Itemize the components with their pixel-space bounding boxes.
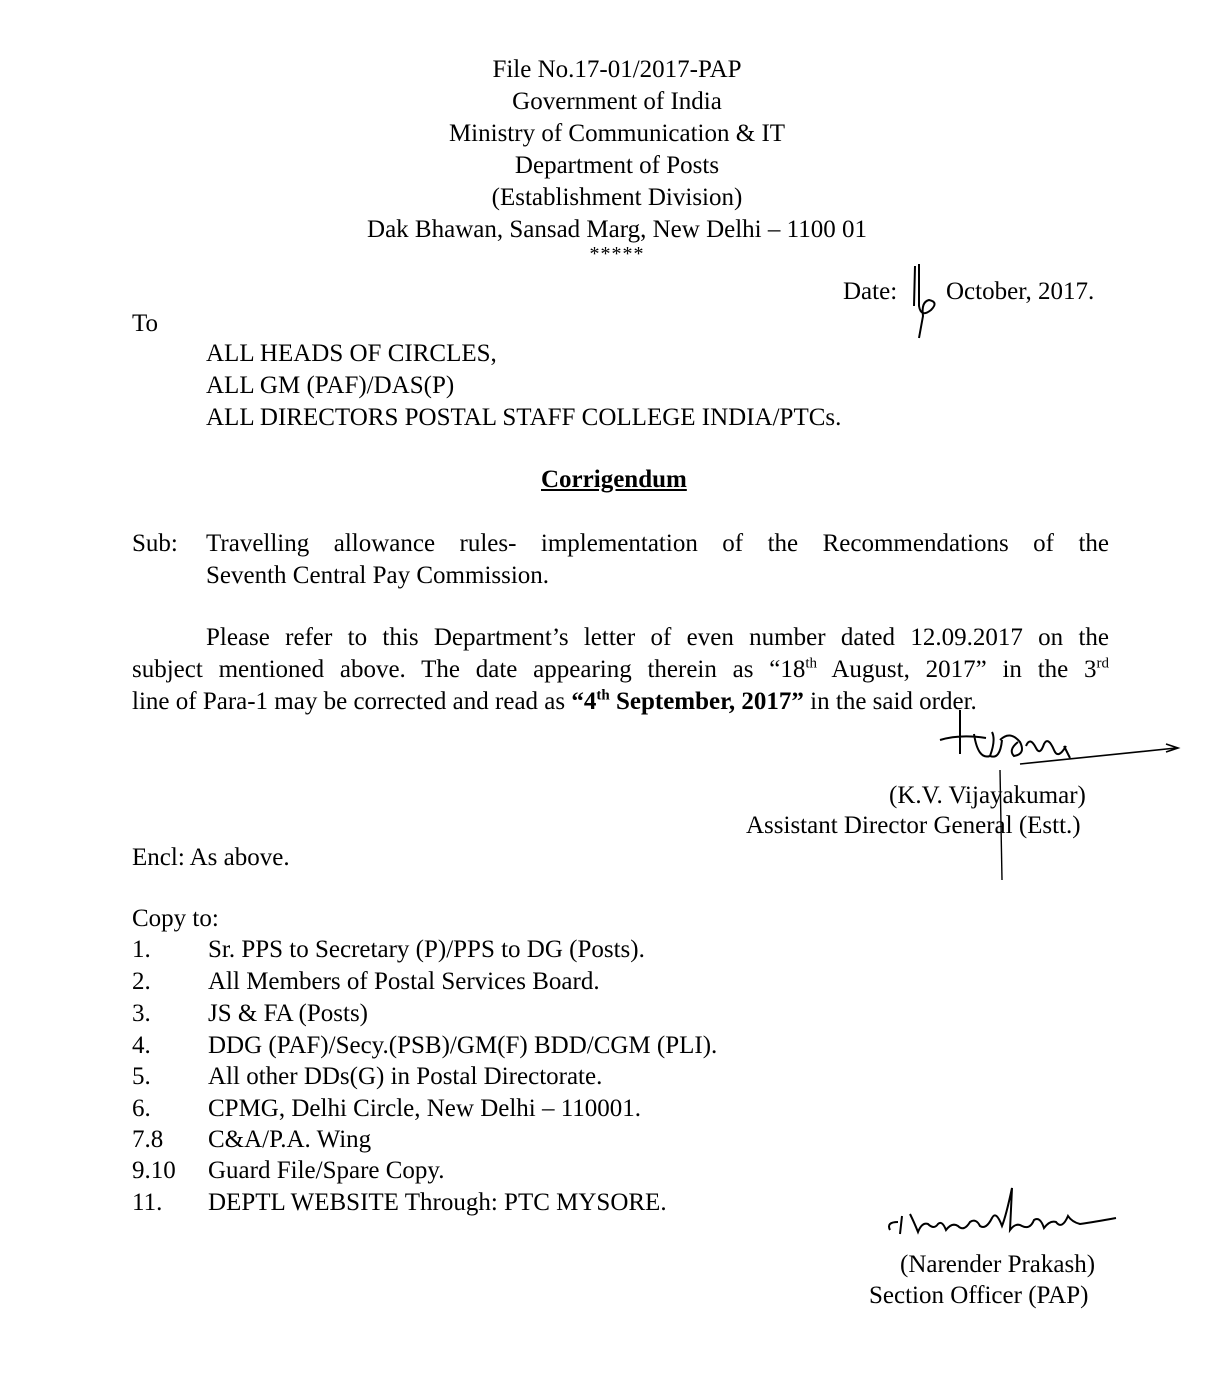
date-value: October, 2017. [946, 278, 1095, 305]
enclosure-note: Encl: As above. [132, 844, 290, 871]
body-line-2-text-b: August, 2017” in the 3 [817, 656, 1097, 683]
signatory-2-designation: Section Officer (PAP) [869, 1282, 1089, 1309]
copy-item-number: 3. [132, 1000, 151, 1027]
body-line-2-text-a: subject mentioned above. The date appearing therein as “18 [132, 656, 806, 683]
addressee-line-3: ALL DIRECTORS POSTAL STAFF COLLEGE INDIA/PTCs. [206, 404, 842, 431]
copy-item-text: All Members of Postal Services Board. [208, 968, 600, 995]
body-line-3-text-c: in the said order. [803, 688, 977, 715]
copy-item-text: Sr. PPS to Secretary (P)/PPS to DG (Posts). [208, 936, 645, 963]
copy-item-text: DDG (PAF)/Secy.(PSB)/GM(F) BDD/CGM (PLI). [208, 1032, 718, 1059]
copy-item-number: 9.10 [132, 1157, 176, 1184]
department-name: Department of Posts [514, 152, 720, 179]
copy-item-number: 6. [132, 1095, 151, 1122]
ministry-name: Ministry of Communication & IT [448, 120, 786, 147]
copy-item-text: DEPTL WEBSITE Through: PTC MYSORE. [208, 1189, 667, 1216]
file-number: File No.17-01/2017-PAP [492, 56, 742, 83]
copy-item-number: 7.8 [132, 1126, 164, 1153]
corrected-date-a: “4 [571, 688, 597, 715]
signature-narender-prakash [884, 1186, 1124, 1246]
office-address: Dak Bhawan, Sansad Marg, New Delhi – 1100 01 [367, 216, 867, 243]
handwritten-date-day [905, 262, 945, 342]
addressee-line-1: ALL HEADS OF CIRCLES, [206, 340, 497, 367]
copy-item-number: 4. [132, 1032, 151, 1059]
copy-to-label: Copy to: [132, 905, 219, 932]
header-separator: ***** [589, 243, 645, 265]
date-label: Date: [843, 278, 898, 305]
body-line-2-sup-1: th [805, 655, 817, 672]
copy-item-number: 11. [132, 1189, 163, 1216]
addressee-line-2: ALL GM (PAF)/DAS(P) [206, 372, 455, 399]
copy-item-text: JS & FA (Posts) [208, 1000, 369, 1027]
signatory-1-name: (K.V. Vijayakumar) [889, 782, 1086, 809]
copy-item-number: 5. [132, 1063, 151, 1090]
corrected-date-b: September, 2017” [609, 688, 804, 715]
date-line [843, 276, 897, 308]
subject-line-2: Seventh Central Pay Commission. [206, 562, 550, 589]
subject-label: Sub: [132, 530, 178, 557]
copy-item-text: C&A/P.A. Wing [208, 1126, 372, 1153]
copy-item-number: 2. [132, 968, 151, 995]
copy-item-text: CPMG, Delhi Circle, New Delhi – 110001. [208, 1095, 642, 1122]
to-label: To [132, 310, 159, 337]
subject-line-1: Travelling allowance rules- implementation of the Recommendations of the [206, 530, 1109, 557]
corrected-date-sup: th [596, 687, 610, 704]
body-line-1: Please refer to this Department’s letter of even number dated 12.09.2017 on the [206, 624, 1109, 651]
signatory-1-designation: Assistant Director General (Estt.) [746, 812, 1081, 839]
government-name: Government of India [512, 88, 722, 115]
copy-item-number: 1. [132, 936, 151, 963]
body-line-2-sup-2: rd [1096, 655, 1109, 672]
letter-header [0, 54, 1222, 270]
copy-item-text: Guard File/Spare Copy. [208, 1157, 445, 1184]
document-title: Corrigendum [541, 466, 687, 493]
copy-item-text: All other DDs(G) in Postal Directorate. [208, 1063, 603, 1090]
signatory-2-name: (Narender Prakash) [900, 1251, 1096, 1278]
body-line-2 [132, 654, 1109, 686]
division-name: (Establishment Division) [491, 184, 743, 211]
body-line-3-text-a: line of Para-1 may be corrected and read as [132, 688, 572, 715]
